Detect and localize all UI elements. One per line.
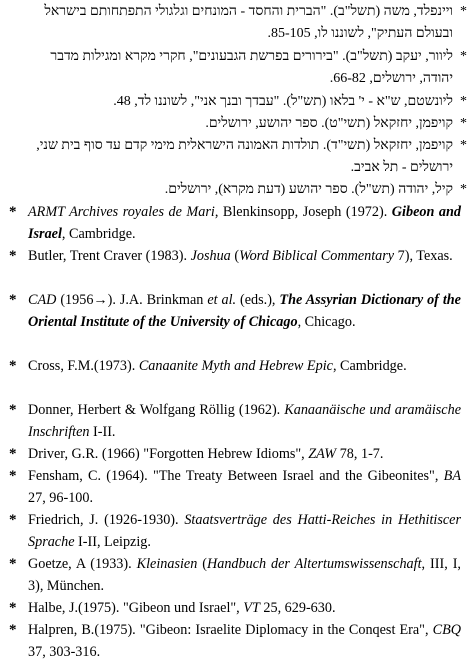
bullet: *	[460, 116, 467, 131]
bib-entry-he-4	[18, 113, 467, 135]
entry-text: ויינפלד, משה (תשל"ב). "הברית והחסד - המונחים וגלגולי התפתחותם בישראל ובעולם העתיק", לשוננו לו, 85-105.	[44, 4, 453, 41]
bib-entry-he-1	[18, 1, 467, 45]
entry-text: ליונשטם, ש"א - י' בלאו (תש"ל). "עבדך ובנך אני", לשוננו לד, 48.	[113, 94, 453, 109]
entry-text: Friedrich, J. (1926-1930). Staatsverträge des Hatti-Reiches in Hethitiscer Sprache I-II, Leipzig.	[28, 512, 461, 550]
entry-journal: CBQ	[432, 622, 461, 638]
entry-series: Word Biblical Commentary	[239, 248, 395, 264]
bullet: *	[460, 182, 467, 197]
bib-entry-cad	[9, 289, 461, 333]
bullet: *	[9, 468, 17, 484]
bib-entry-he-2	[18, 46, 467, 90]
entry-text: ליוור, יעקב (תשל"ב). "בירורים בפרשת הגבעונים", חקרי מקרא ומגילות מדבר יהודה, ירושלים, 66-82.	[50, 49, 453, 86]
bullet: *	[9, 556, 17, 572]
bib-entry-donner	[9, 399, 461, 443]
entry-text: ARMT Archives royales de Mari, Blenkinsopp, Joseph (1972). Gibeon and Israel, Cambridge.	[28, 204, 461, 242]
bib-entry-halbe	[9, 597, 461, 619]
entry-text: Driver, G.R. (1966) "Forgotten Hebrew Idioms", ZAW 78, 1-7.	[28, 446, 384, 462]
bib-entry-friedrich	[9, 509, 461, 553]
entry-title: ARMT Archives royales de Mari	[28, 204, 215, 220]
bullet: *	[9, 402, 17, 418]
entry-abbrev: CAD	[28, 292, 57, 308]
entry-title: Kleinasien	[136, 556, 198, 572]
entry-journal: ZAW	[308, 446, 337, 462]
entry-journal: BA	[443, 468, 461, 484]
bib-entry-goetze	[9, 553, 461, 597]
entry-journal: VT	[243, 600, 260, 616]
entry-text: קיל, יהודה (תש"ל). ספר יהושע (דעת מקרא), ירושלים.	[164, 182, 453, 197]
entry-title: Canaanite Myth and Hebrew Epic	[138, 358, 333, 374]
bib-entry-he-6	[18, 179, 467, 201]
entry-text: Butler, Trent Craver (1983). Joshua (Word Biblical Commentary 7), Texas.	[28, 248, 453, 264]
bib-entry-driver	[9, 443, 461, 465]
bullet: *	[9, 600, 17, 616]
entry-series: Handbuch der Altertumswissenschaft	[206, 556, 422, 572]
entry-text: CAD (1956→). J.A. Brinkman et al. (eds.), The Assyrian Dictionary of the Oriental Institute of the University of Chicago, Chicago.	[28, 292, 461, 330]
bullet: *	[9, 292, 17, 308]
entry-text: Goetze, A (1933). Kleinasien (Handbuch der Altertumswissenschaft, III, I, 3), München.	[28, 556, 461, 594]
bib-entry-butler	[9, 245, 461, 267]
bullet: *	[9, 248, 17, 264]
bullet: *	[9, 204, 17, 220]
bib-entry-he-3	[18, 91, 467, 113]
entry-text: קויפמן, יחזקאל (תשי"ט). ספר יהושע, ירושלים.	[205, 116, 453, 131]
bib-entry-he-5	[18, 135, 467, 179]
entry-text: Halpren, B.(1975). "Gibeon: Israelite Diplomacy in the Conqest Era", CBQ 37, 303-316.	[28, 622, 461, 660]
bullet: *	[9, 446, 17, 462]
bib-entry-fensham	[9, 465, 461, 509]
entry-text: Halbe, J.(1975). "Gibeon und Israel", VT 25, 629-630.	[28, 600, 336, 616]
bullet: *	[460, 138, 467, 153]
entry-text: Fensham, C. (1964). "The Treaty Between Israel and the Gibeonites", BA 27, 96-100.	[28, 468, 461, 506]
bullet: *	[9, 358, 17, 374]
entry-text: קויפמן, יחזקאל (תשי"ד). תולדות האמונה הישראלית מימי קדם עד סוף בית שני, ירושלים - תל אביב.	[36, 138, 453, 175]
entry-title: Staatsverträge des Hatti-Reiches in Hethitiscer Sprache	[28, 512, 461, 550]
entry-title: The Assyrian Dictionary of the Oriental Institute of the University of Chicago	[28, 292, 461, 330]
bib-entry-armt	[9, 201, 461, 245]
entry-title: Gibeon and Israel	[28, 204, 461, 242]
entry-text: Donner, Herbert & Wolfgang Röllig (1962). Kanaanäische und aramäische Inschriften I-II.	[28, 402, 461, 440]
entry-text: Cross, F.M.(1973). Canaanite Myth and Hebrew Epic, Cambridge.	[28, 358, 407, 374]
entry-title: Joshua	[190, 248, 231, 264]
bullet: *	[9, 512, 17, 528]
entry-title: Kanaanäische und aramäische Inschriften	[28, 402, 461, 440]
bullet: *	[460, 4, 467, 19]
bullet: *	[460, 94, 467, 109]
bib-entry-cross	[9, 355, 461, 377]
bullet: *	[9, 622, 17, 638]
bullet: *	[460, 49, 467, 64]
bib-entry-halpren	[9, 619, 461, 663]
